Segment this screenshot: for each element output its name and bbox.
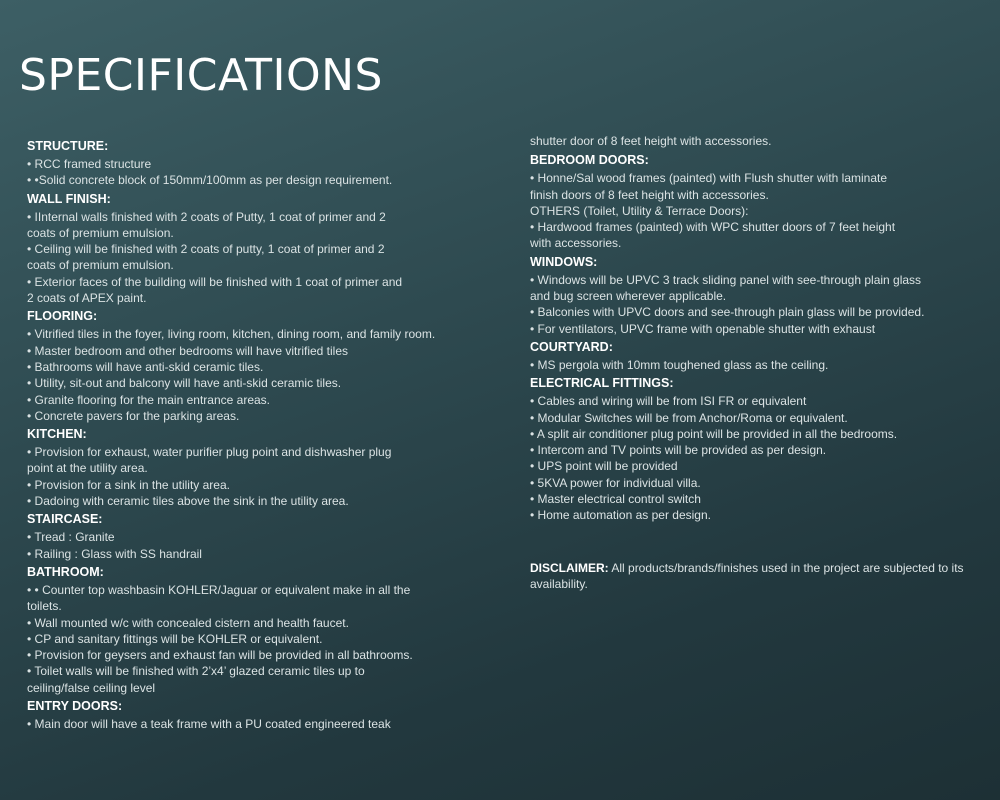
spec-item: • Tread : Granite [27,530,115,545]
spec-section [530,375,970,523]
spec-section [27,138,467,189]
spec-item: • Master electrical control switch [530,492,701,507]
spec-item: • Balconies with UPVC doors and see-through plain glass will be provided. [530,305,925,320]
spec-item: • IInternal walls finished with 2 coats of Putty, 1 coat of primer and 2 coats of premium emulsion. [27,209,386,240]
spec-item: • Provision for a sink in the utility area. [27,477,230,492]
section-heading: WINDOWS: [530,254,598,269]
spec-item: • For ventilators, UPVC frame with openable shutter with exhaust [530,321,876,336]
spec-item: • • Counter top washbasin KOHLER/Jaguar or equivalent make in all the toilets. [27,582,411,614]
section-heading: ENTRY DOORS: [27,699,123,714]
spec-item: • Ceiling will be finished with 2 coats of putty, 1 coat of primer and 2 coats of premium emulsion. [27,242,385,273]
spec-item: • Master bedroom and other bedrooms will have vitrified tiles [27,343,349,358]
spec-item: • CP and sanitary fittings will be KOHLER or equivalent. [27,631,323,646]
spec-item: • Concrete pavers for the parking areas. [27,408,240,423]
spec-item: • Cables and wiring will be from ISI FR or equivalent [530,394,807,409]
right-column [530,133,970,592]
spec-section [530,254,970,337]
spec-item: • Utility, sit-out and balcony will have anti-skid ceramic tiles. [27,376,342,391]
spec-item: • Hardwood frames (painted) with WPC shutter doors of 7 feet height with accessories. [530,220,896,251]
spec-item: • RCC framed structure [27,157,152,171]
section-heading: WALL FINISH: [27,191,111,206]
disclaimer-label: DISCLAIMER: [530,560,609,575]
spec-item: • Modular Switches will be from Anchor/Roma or equivalent. [530,410,848,425]
spec-item: • Provision for exhaust, water purifier plug point and dishwasher plug point at the utility area. [27,445,392,476]
spec-item: • Railing : Glass with SS handrail [27,546,202,561]
spec-section [27,426,467,509]
section-heading: ELECTRICAL FITTINGS: [530,376,674,391]
spec-item: • Windows will be UPVC 3 track sliding panel with see-through plain glass and bug screen wherever applicable. [530,272,922,304]
spec-section [27,191,467,307]
spec-item: • •Solid concrete block of 150mm/100mm as per design requirement. [27,173,393,188]
spec-item: • 5KVA power for individual villa. [530,475,701,490]
spec-item: • Intercom and TV points will be provided as per design. [530,443,827,458]
spec-item: • UPS point will be provided [530,459,678,474]
spec-item: • MS pergola with 10mm toughened glass as the ceiling. [530,357,829,372]
disclaimer [530,560,970,593]
spec-item: • Vitrified tiles in the foyer, living room, kitchen, dining room, and family room. [27,327,436,342]
spec-item: • Wall mounted w/c with concealed cistern and health faucet. [27,615,349,630]
section-heading: COURTYARD: [530,339,613,354]
spec-item: • Granite flooring for the main entrance areas. [27,392,270,407]
section-heading: KITCHEN: [27,427,87,442]
section-heading: BATHROOM: [27,564,104,579]
spec-item: • Exterior faces of the building will be finished with 1 coat of primer and 2 coats of APEX paint. [27,274,403,306]
page-title: SPECIFICATIONS [19,50,383,101]
disclaimer-text: All products/brands/finishes used in the project are subjected to its availability. [530,560,964,591]
spec-item: • Toilet walls will be finished with 2’x4’ glazed ceramic tiles up to ceiling/false ceiling level [27,664,365,695]
spec-item: • Dadoing with ceramic tiles above the sink in the utility area. [27,494,349,509]
section-heading: STAIRCASE: [27,512,103,527]
section-heading: STRUCTURE: [27,139,109,153]
left-column [27,136,467,732]
section-heading: FLOORING: [27,309,98,324]
spec-section [27,511,467,562]
spec-item: • Home automation as per design. [530,508,711,523]
right-sections [530,152,970,523]
section-heading: BEDROOM DOORS: [530,153,649,168]
spec-item: • Provision for geysers and exhaust fan will be provided in all bathrooms. [27,648,413,663]
continued-text: shutter door of 8 feet height with accessories. [530,134,772,148]
spec-section [27,308,467,424]
spec-item: OTHERS (Toilet, Utility & Terrace Doors): [530,203,749,218]
spec-section [530,152,970,251]
spec-item: • Main door will have a teak frame with a PU coated engineered teak [27,717,391,732]
spec-item: • Bathrooms will have anti-skid ceramic tiles. [27,359,264,374]
spec-item: • A split air conditioner plug point will be provided in all the bedrooms. [530,426,898,441]
spec-section [27,698,467,732]
spec-section [27,564,467,696]
spec-item: • Honne/Sal wood frames (painted) with Flush shutter with laminate finish doors of 8 feet height with accessories. [530,171,888,202]
spec-section [530,339,970,373]
